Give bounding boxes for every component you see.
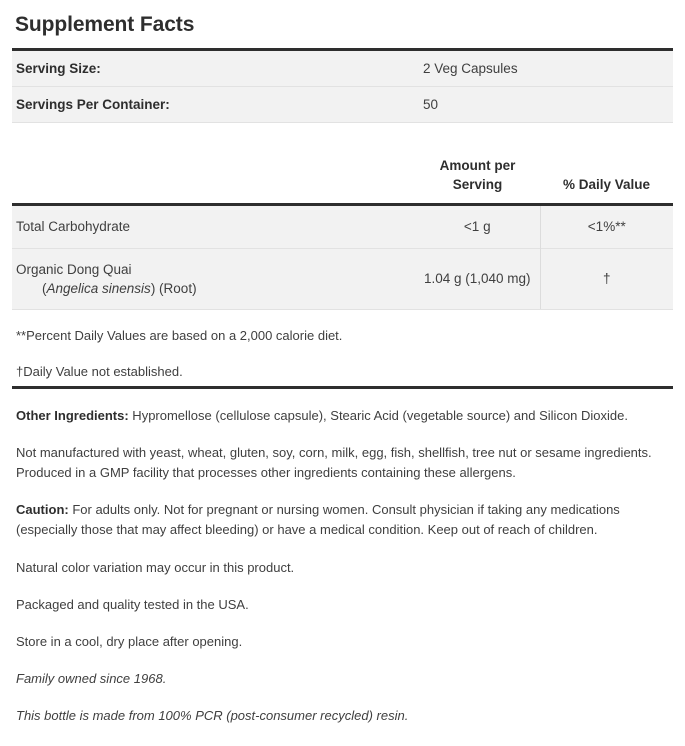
amount-per-serving-header xyxy=(415,157,540,205)
caution-label: Caution: xyxy=(16,502,69,518)
allergen-statement: Not manufactured with yeast, wheat, gluten, soy, corn, milk, egg, fish, shellfish, tree nut or sesame ingredients. Produced in a GMP facility that processes other ingredients containing these allergens. xyxy=(16,444,652,481)
footnote-text: Daily Value not established. xyxy=(23,364,183,380)
nutrition-facts-table xyxy=(12,157,673,310)
footnote-text: Percent Daily Values are based on a 2,000 calorie diet. xyxy=(26,327,343,343)
serving-size-label: Serving Size: xyxy=(16,61,101,77)
nutrient-name-main: Organic Dong Quai xyxy=(16,261,132,277)
daily-value-header: % Daily Value xyxy=(540,157,673,205)
footnote-mark: ** xyxy=(16,327,27,343)
table-row xyxy=(12,205,673,248)
other-ingredients-label: Other Ingredients: xyxy=(16,407,129,423)
nutrient-daily-value: † xyxy=(540,248,673,309)
servings-per-container-value: 50 xyxy=(423,97,439,113)
product-info-section xyxy=(12,389,673,726)
serving-size-value: 2 Veg Capsules xyxy=(423,61,518,77)
table-row xyxy=(12,50,673,87)
caution-text: For adults only. Not for pregnant or nursing women. Consult physician if taking any medications (especially those that may affect bleeding) or have a medical condition. Keep out of reach of children. xyxy=(16,502,620,538)
nutrient-amount: <1 g xyxy=(415,205,540,248)
storage-statement: Store in a cool, dry place after opening. xyxy=(16,633,243,649)
nutrient-name-subline xyxy=(16,279,409,298)
nutrient-daily-value: <1%** xyxy=(540,205,673,248)
scientific-name: Angelica sinensis xyxy=(46,280,151,296)
table-spacer xyxy=(12,123,673,157)
page-title: Supplement Facts xyxy=(15,13,195,36)
footnote-mark: † xyxy=(16,364,24,380)
bottle-material-statement: This bottle is made from 100% PCR (post-consumer recycled) resin. xyxy=(16,708,409,724)
table-row xyxy=(12,248,673,309)
nutrient-name xyxy=(12,248,415,309)
footnotes-section xyxy=(12,310,673,382)
table-header-row xyxy=(12,157,673,205)
family-owned-statement: Family owned since 1968. xyxy=(16,670,167,686)
other-ingredients-paragraph xyxy=(16,406,673,426)
nutrient-amount: 1.04 g (1,040 mg) xyxy=(415,248,540,309)
table-row xyxy=(12,87,673,123)
packaged-statement: Packaged and quality tested in the USA. xyxy=(16,596,249,612)
amount-header-line2: Serving xyxy=(452,176,503,192)
color-variation-statement: Natural color variation may occur in this product. xyxy=(16,559,295,575)
sub-open-paren: ( xyxy=(42,280,47,296)
footnote-percent-daily-values xyxy=(16,326,673,346)
caution-paragraph xyxy=(16,500,673,540)
sub-close-text: ) (Root) xyxy=(150,280,197,296)
nutrient-name: Total Carbohydrate xyxy=(12,205,415,248)
servings-per-container-label: Servings Per Container: xyxy=(16,97,170,113)
nutrient-column-header xyxy=(12,157,415,205)
amount-header-line1: Amount per xyxy=(439,158,516,174)
footnote-daily-value-not-established xyxy=(16,362,673,382)
other-ingredients-text: Hypromellose (cellulose capsule), Stearic Acid (vegetable source) and Silicon Dioxide. xyxy=(128,407,628,423)
serving-info-table xyxy=(12,48,673,123)
